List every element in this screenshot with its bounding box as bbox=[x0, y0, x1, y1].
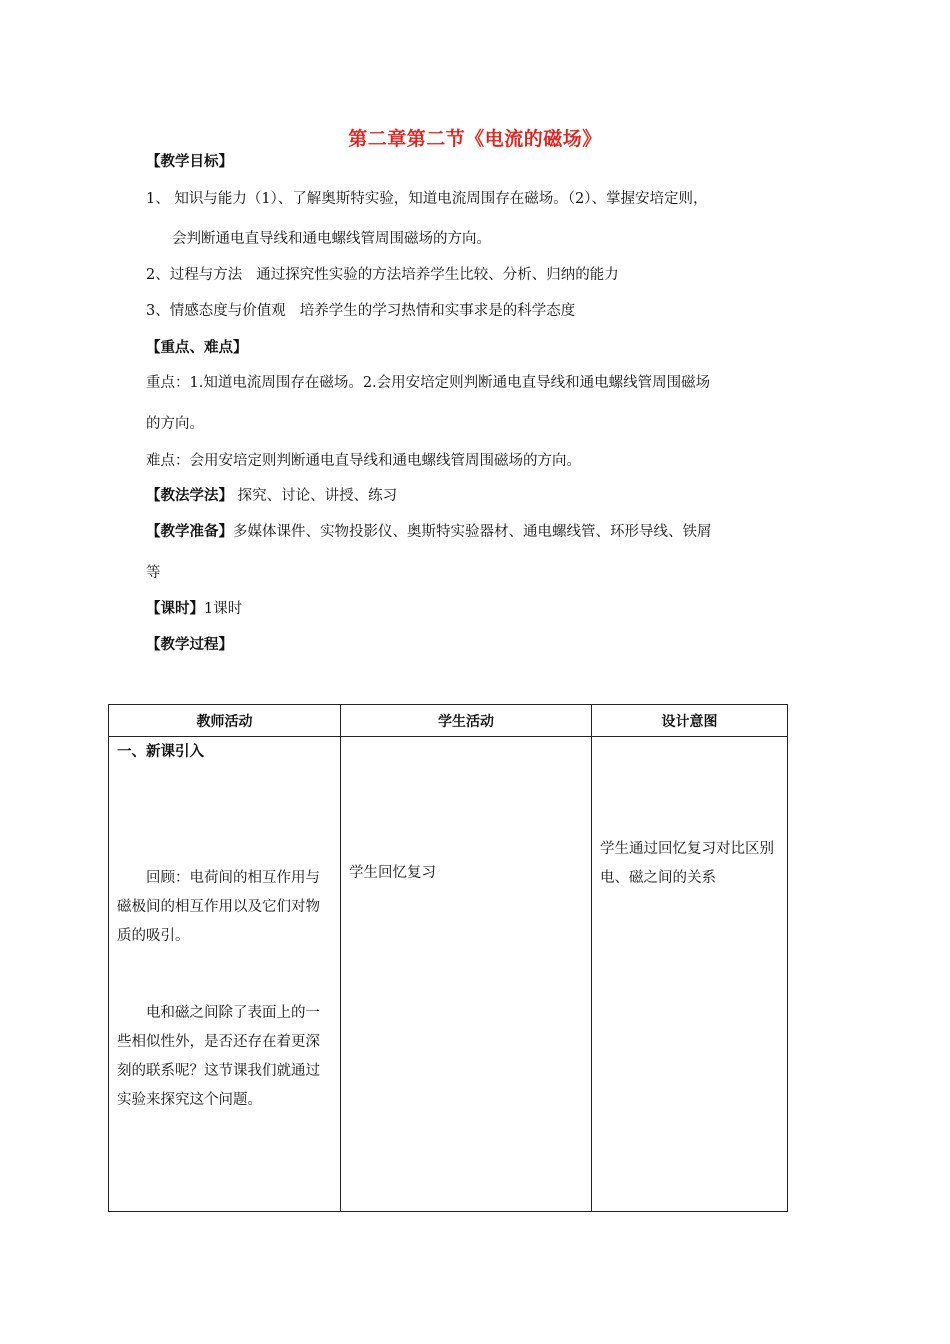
goal-2-text: 通过探究性实验的方法培养学生比较、分析、归纳的能力 bbox=[256, 267, 619, 283]
lesson-plan-table bbox=[108, 704, 788, 1212]
goal-2-line bbox=[146, 265, 619, 285]
student-activity-cell bbox=[341, 737, 592, 1212]
teacher-question-paragraph: 电和磁之间除了表面上的一些相似性外，是否还存在着更深刻的联系呢？这节课我们就通过实验来探究这个问题。 bbox=[117, 1005, 320, 1108]
header-student-activity: 学生活动 bbox=[341, 705, 592, 737]
goal-3-text: 培养学生的学习热情和实事求是的科学态度 bbox=[299, 303, 576, 319]
table-header-row bbox=[109, 705, 788, 737]
header-design-intent: 设计意图 bbox=[592, 705, 788, 737]
section-title: 一、新课引入 bbox=[117, 743, 204, 760]
preparation-line bbox=[146, 522, 712, 542]
preparation-text: 多媒体课件、实物投影仪、奥斯特实验器材、通电螺线管、环形导线、铁屑 bbox=[233, 524, 712, 540]
difficulty-line: 难点：会用安培定则判断通电直导线和通电螺线管周围磁场的方向。 bbox=[146, 453, 581, 469]
goal-3-line bbox=[146, 301, 575, 321]
goal-2-label: 2、过程与方法 bbox=[146, 267, 243, 283]
goals-heading: 【教学目标】 bbox=[146, 153, 233, 170]
hours-text: 1课时 bbox=[204, 601, 243, 617]
design-intent-cell bbox=[592, 737, 788, 1212]
method-line bbox=[146, 486, 397, 506]
table-row bbox=[109, 737, 788, 1212]
preparation-continuation: 等 bbox=[146, 565, 161, 581]
student-activity-text: 学生回忆复习 bbox=[349, 865, 436, 881]
key-points-line-1: 重点：1.知道电流周围存在磁场。2.会用安培定则判断通电直导线和通电螺线管周围磁场 bbox=[146, 375, 711, 391]
key-points-line-2: 的方向。 bbox=[146, 416, 204, 432]
goal-1-line-2: 会判断通电直导线和通电螺线管周围磁场的方向。 bbox=[172, 231, 491, 247]
method-heading: 【教法学法】 bbox=[146, 487, 233, 504]
method-text: 探究、讨论、讲授、练习 bbox=[233, 488, 398, 504]
goal-3-label: 3、情感态度与价值观 bbox=[146, 303, 286, 319]
key-points-heading: 【重点、难点】 bbox=[146, 339, 248, 356]
document-title: 第二章第二节《电流的磁场》 bbox=[348, 128, 602, 150]
teacher-activity-cell bbox=[109, 737, 341, 1212]
preparation-heading: 【教学准备】 bbox=[146, 523, 233, 540]
teacher-review-paragraph: 回顾：电荷间的相互作用与磁极间的相互作用以及它们对物质的吸引。 bbox=[117, 870, 320, 944]
hours-heading: 【课时】 bbox=[146, 600, 204, 617]
header-teacher-activity: 教师活动 bbox=[109, 705, 341, 737]
hours-line bbox=[146, 599, 242, 619]
design-intent-text: 学生通过回忆复习对比区别电、磁之间的关系 bbox=[600, 841, 774, 886]
process-heading: 【教学过程】 bbox=[146, 636, 233, 653]
goal-1-line-1: 1、 知识与能力（1）、了解奥斯特实验，知道电流周围存在磁场。（2）、掌握安培定则， bbox=[146, 191, 708, 207]
